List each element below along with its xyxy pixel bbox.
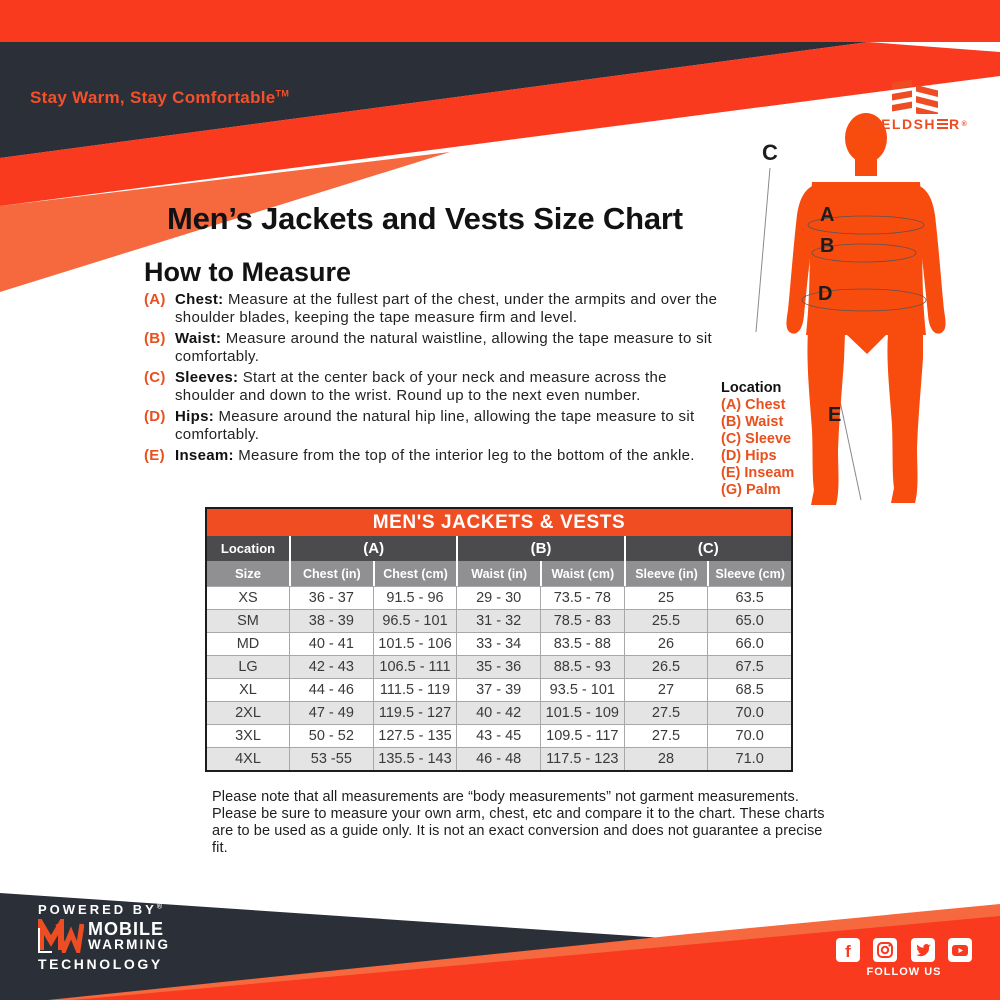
table-cell: 26.5 (624, 655, 708, 678)
table-row (207, 724, 791, 747)
table-cell: 50 - 52 (289, 724, 373, 747)
legend-item: (G) Palm (721, 482, 781, 498)
table-cell: 63.5 (707, 586, 791, 609)
table-cell: 40 - 41 (289, 632, 373, 655)
powered-by-text: POWERED BY (38, 902, 157, 917)
column-header-cell: Sleeve (in) (624, 561, 708, 586)
table-cell: 88.5 - 93 (540, 655, 624, 678)
mw-word-mobile: MOBILE (88, 919, 164, 939)
table-cell: 25 (624, 586, 708, 609)
column-header-cell: Size (234, 566, 261, 581)
how-to-measure-heading: How to Measure (144, 257, 352, 287)
powered-by-label (38, 902, 170, 917)
mw-wordmark (88, 919, 170, 953)
table-cell: XL (207, 678, 289, 701)
brand-word: FIELDSH (865, 116, 937, 132)
table-cell: 68.5 (707, 678, 791, 701)
table-cell: 117.5 - 123 (540, 747, 624, 770)
table-row (207, 609, 791, 632)
table-row (207, 632, 791, 655)
table-cell: 4XL (207, 747, 289, 770)
table-cell: 33 - 34 (456, 632, 540, 655)
table-cell: 25.5 (624, 609, 708, 632)
table-row (207, 747, 791, 770)
table-cell: 65.0 (707, 609, 791, 632)
table-row (207, 701, 791, 724)
table-cell: 28 (624, 747, 708, 770)
measure-item-text: Measure from the top of the interior leg to the bottom of the ankle. (238, 447, 695, 464)
registered-mark: ® (961, 120, 969, 128)
table-cell: 35 - 36 (456, 655, 540, 678)
table-cell: 73.5 - 78 (540, 586, 624, 609)
column-header-cell: Chest (cm) (373, 561, 457, 586)
table-cell: 47 - 49 (289, 701, 373, 724)
size-table (205, 507, 793, 772)
measure-item (144, 330, 726, 365)
legend-item: (A) Chest (721, 397, 786, 413)
table-cell: MD (207, 632, 289, 655)
measure-item (144, 291, 726, 326)
table-column-header-row (207, 561, 791, 586)
legend-item: (B) Waist (721, 414, 784, 430)
table-cell: 70.0 (707, 724, 791, 747)
group-header-cell: (A) (289, 536, 456, 561)
measure-item-label: (A) (144, 291, 166, 308)
instagram-icon[interactable] (873, 938, 897, 962)
measure-item (144, 369, 726, 404)
table-cell: 42 - 43 (289, 655, 373, 678)
measure-item-term: Sleeves: (175, 369, 239, 386)
column-header-cell: Chest (in) (289, 561, 373, 586)
group-header-cell: (C) (624, 536, 791, 561)
mw-word-warming: WARMING (88, 937, 171, 952)
measure-item-text: Measure around the natural hip line, allowing the tape measure to sit comfortably. (175, 408, 695, 443)
tagline-text: Stay Warm, Stay Comfortable (30, 88, 276, 107)
table-cell: 2XL (207, 701, 289, 724)
table-cell: 53 -55 (289, 747, 373, 770)
table-cell: 101.5 - 106 (373, 632, 457, 655)
mw-word-technology: TECHNOLOGY (38, 956, 163, 972)
legend-items (721, 397, 794, 499)
youtube-icon[interactable] (948, 938, 972, 962)
measure-item-label: (E) (144, 447, 165, 464)
table-title: MEN'S JACKETS & VESTS (207, 509, 791, 536)
table-cell: 71.0 (707, 747, 791, 770)
table-body (207, 586, 791, 770)
marker-a: A (820, 204, 835, 226)
legend-heading: Location (721, 380, 782, 396)
trademark-mark: TM (275, 88, 290, 99)
table-cell: 109.5 - 117 (540, 724, 624, 747)
measurement-note: Please note that all measurements are “body measurements” not garment measurements. Please be sure to measure your own arm, chest, etc and compare it to the chart. These charts are to be used as a guide only. It is not an exact conversion and does not guarantee a precise fit. (212, 789, 825, 856)
table-cell: 66.0 (707, 632, 791, 655)
fieldsheer-flag-icon (862, 78, 972, 114)
marker-e: E (828, 404, 842, 426)
table-cell: 67.5 (707, 655, 791, 678)
twitter-icon[interactable] (911, 938, 935, 962)
measure-item-text: Start at the center back of your neck and measure across the shoulder and down to the wrist. Round up to the next even number. (175, 369, 667, 404)
social-block (836, 938, 972, 978)
table-row (207, 655, 791, 678)
measure-item-label: (C) (144, 369, 166, 386)
measure-item (144, 408, 726, 443)
fieldsheer-wordmark (862, 116, 972, 132)
group-header-cell: Location (220, 541, 276, 556)
registered-mark: ® (156, 903, 163, 911)
table-cell: 127.5 - 135 (373, 724, 457, 747)
follow-us-label: FOLLOW US (866, 966, 942, 978)
measure-item-label: (D) (144, 408, 166, 425)
legend-item: (C) Sleeve (721, 431, 792, 447)
table-group-header-row (207, 536, 791, 561)
measure-item-term: Chest: (175, 291, 224, 308)
table-cell: 37 - 39 (456, 678, 540, 701)
table-cell: 106.5 - 111 (373, 655, 457, 678)
tagline (30, 88, 289, 108)
marker-d: D (818, 283, 833, 305)
table-cell: LG (207, 655, 289, 678)
table-cell: 101.5 - 109 (540, 701, 624, 724)
legend-item: (E) Inseam (721, 465, 795, 481)
measure-instructions-list (144, 291, 726, 469)
table-cell: 83.5 - 88 (540, 632, 624, 655)
table-cell: SM (207, 609, 289, 632)
table-cell: 135.5 - 143 (373, 747, 457, 770)
group-header-cell: (B) (456, 536, 623, 561)
table-row (207, 678, 791, 701)
table-cell: 31 - 32 (456, 609, 540, 632)
measure-item-term: Inseam: (175, 447, 234, 464)
legend-item: (D) Hips (721, 448, 777, 464)
table-cell: 27.5 (624, 701, 708, 724)
table-cell: 111.5 - 119 (373, 678, 457, 701)
mobile-warming-logo (38, 902, 170, 972)
column-header-cell: Waist (cm) (540, 561, 624, 586)
table-cell: 36 - 37 (289, 586, 373, 609)
table-cell: 78.5 - 83 (540, 609, 624, 632)
table-cell: 91.5 - 96 (373, 586, 457, 609)
marker-b: B (820, 235, 835, 257)
table-cell: 26 (624, 632, 708, 655)
measure-item (144, 447, 726, 465)
mw-monogram-icon (38, 919, 84, 953)
fieldsheer-logo (862, 78, 972, 132)
page-title: Men’s Jackets and Vests Size Chart (167, 201, 683, 236)
brand-word-end: R (949, 116, 961, 132)
table-cell: 70.0 (707, 701, 791, 724)
table-cell: 46 - 48 (456, 747, 540, 770)
table-cell: XS (207, 586, 289, 609)
measure-item-text: Measure around the natural waistline, allowing the tape measure to sit comfortably. (175, 330, 712, 365)
measure-item-term: Waist: (175, 330, 222, 347)
column-header-cell: Sleeve (cm) (707, 561, 791, 586)
table-cell: 29 - 30 (456, 586, 540, 609)
stylized-e-icon (937, 117, 948, 131)
marker-c: C (762, 140, 778, 165)
table-cell: 43 - 45 (456, 724, 540, 747)
body-silhouette (786, 113, 945, 505)
table-cell: 38 - 39 (289, 609, 373, 632)
table-cell: 93.5 - 101 (540, 678, 624, 701)
facebook-icon[interactable] (836, 938, 860, 962)
measure-item-label: (B) (144, 330, 166, 347)
table-cell: 96.5 - 101 (373, 609, 457, 632)
measure-item-term: Hips: (175, 408, 214, 425)
measure-item-text: Measure at the fullest part of the chest, under the armpits and over the shoulder blades, keeping the tape measure firm and level. (175, 291, 718, 326)
location-legend (721, 380, 794, 499)
column-header-cell: Waist (in) (456, 561, 540, 586)
table-cell: 3XL (207, 724, 289, 747)
table-cell: 40 - 42 (456, 701, 540, 724)
table-cell: 27.5 (624, 724, 708, 747)
table-cell: 27 (624, 678, 708, 701)
table-cell: 44 - 46 (289, 678, 373, 701)
svg-text:f: f (845, 942, 851, 961)
table-row (207, 586, 791, 609)
table-cell: 119.5 - 127 (373, 701, 457, 724)
